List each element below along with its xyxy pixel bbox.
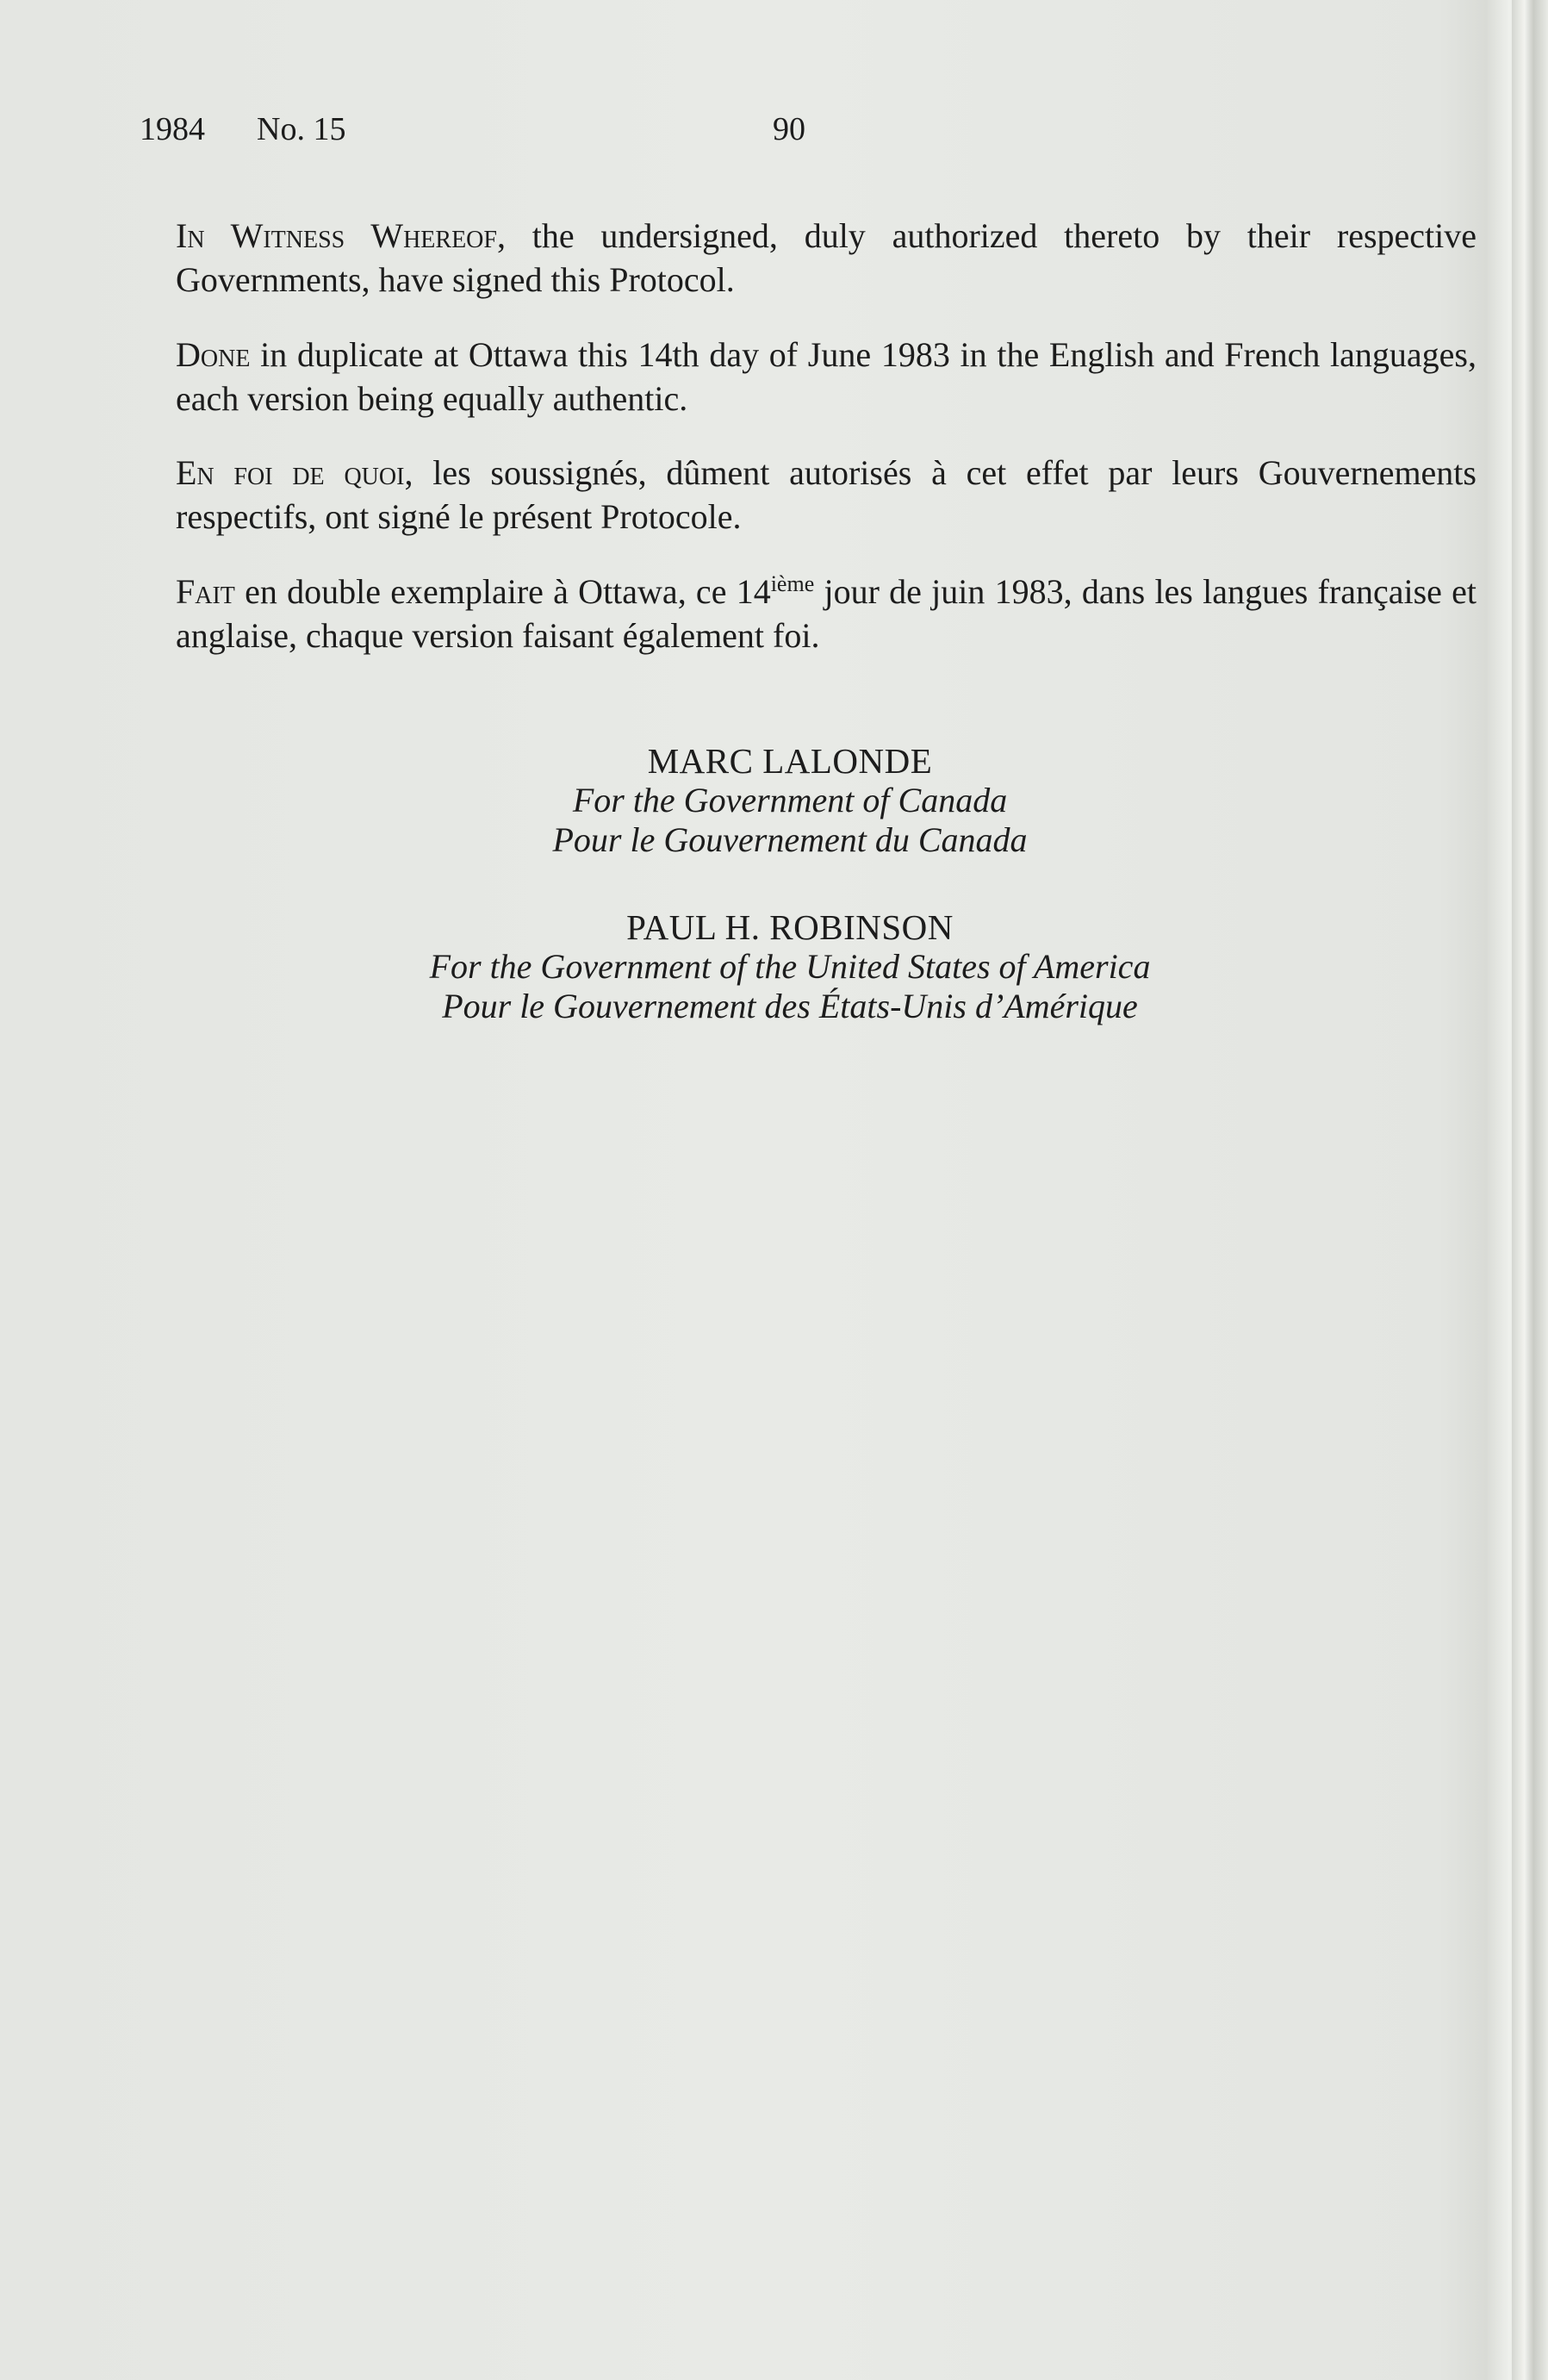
paragraph-fait: [140, 570, 1477, 657]
header-year: 1984: [140, 111, 205, 147]
paragraph-text: jour de juin 1983, dans les langues française et anglaise, chaque version faisant également foi.: [176, 572, 1477, 655]
header-number: No. 15: [257, 111, 346, 147]
signature-block-united-states: [140, 907, 1440, 1026]
paragraph-lead: Fait: [176, 572, 235, 611]
superscript: ième: [770, 571, 815, 596]
page-edge-shadow: [1512, 0, 1548, 2380]
signatory-title-fr: Pour le Gouvernement des États-Unis d’Amérique: [442, 987, 1138, 1025]
paragraph-done: [140, 333, 1477, 421]
signatory-name: MARC LALONDE: [647, 741, 933, 781]
paragraph-lead: Done: [176, 335, 251, 374]
running-header: [140, 110, 1432, 153]
paragraph-lead: In Witness Whereof: [176, 216, 497, 255]
page-number: 90: [773, 111, 805, 147]
signature-block-canada: [140, 741, 1440, 860]
signatory-title-en: For the Government of the United States of America: [429, 947, 1151, 986]
paragraph-text: in duplicate at Ottawa this 14th day of June 1983 in the English and French languages, each version being equally authentic.: [176, 335, 1477, 418]
paragraph-text: en double exemplaire à Ottawa, ce 14: [234, 572, 771, 611]
paragraph-en-foi-de-quoi: [140, 451, 1477, 539]
paragraph-text: , the undersigned, duly authorized thereto by their respective Governments, have signed this Protocol.: [176, 216, 1477, 299]
paragraph-text: , les soussignés, dûment autorisés à cet effet par leurs Gouvernements respectifs, ont signé le présent Protocole.: [176, 453, 1477, 536]
paragraph-in-witness-whereof: [140, 214, 1477, 302]
signatory-name: PAUL H. ROBINSON: [626, 907, 954, 947]
paragraph-lead: En foi de quoi: [176, 453, 405, 492]
signatory-title-fr: Pour le Gouvernement du Canada: [552, 820, 1028, 859]
signatory-title-en: For the Government of Canada: [572, 781, 1008, 819]
